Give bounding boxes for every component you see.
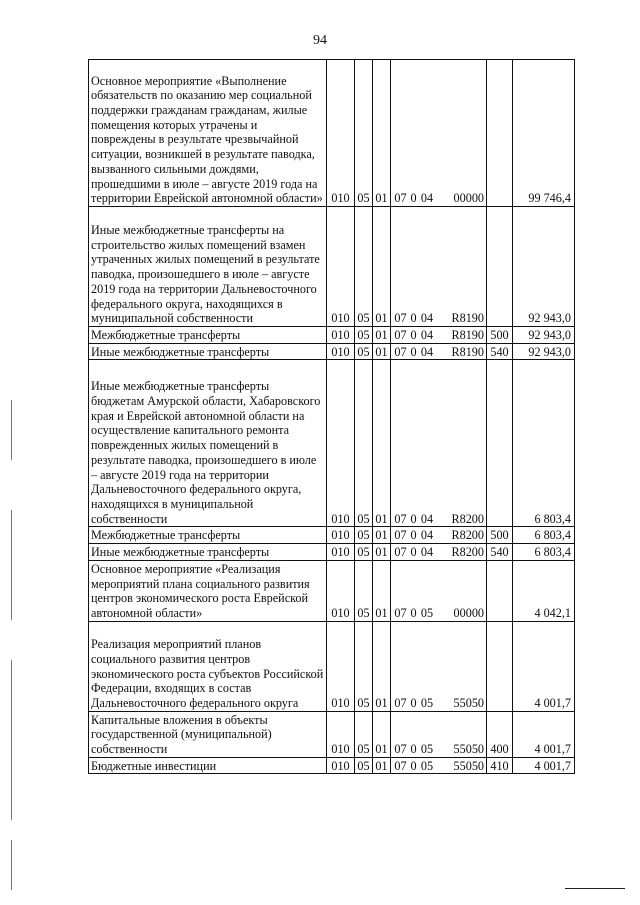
amount: 6 803,4 (513, 527, 575, 544)
subsection-code: 01 (373, 711, 391, 757)
target-article-part: 0 (410, 511, 417, 526)
target-article-part: 00000 (453, 605, 484, 620)
target-article-part: 07 (394, 328, 407, 342)
target-article-part: 04 (420, 511, 434, 526)
row-name: Иные межбюджетные трансферты бюджетам Амурской области, Хабаровского края и Еврейской автономной области на осуществление капитального ремонта поврежденных жилых помещений в результате паводка, произошедшего в июле – августе 2019 года на территории Дальневосточного федерального округа, находящихся в муниципальной собственности (89, 360, 327, 527)
target-article-code (391, 60, 487, 207)
target-article-code (391, 544, 487, 561)
amount: 99 746,4 (513, 60, 575, 207)
page-number: 94 (313, 33, 327, 48)
row-name: Основное мероприятие «Выполнение обязательств по оказанию мер социальной поддержки гражданам гражданам, жилые помещения которых утрачены и повреждены в результате чрезвычайной ситуации, возникшей в результате паводка, вызванного сильными дождями, прошедшими в июле – августе 2019 года на территории Еврейской автономной области» (89, 60, 327, 207)
target-article-code (391, 343, 487, 360)
row-name: Основное мероприятие «Реализация мероприятий плана социального развития центров экономического роста Еврейской автономной области» (89, 560, 327, 621)
amount: 92 943,0 (513, 327, 575, 344)
target-article-part: 0 (410, 695, 417, 710)
row-name: Иные межбюджетные трансферты (89, 343, 327, 360)
section-code: 05 (355, 207, 373, 327)
subsection-code: 01 (373, 544, 391, 561)
target-article-part: 07 (394, 311, 407, 326)
row-name: Иные межбюджетные трансферты на строительство жилых помещений взамен утраченных жилых помещений в результате паводка, произошедшего в июле – августе 2019 года на территории Дальневосточного федерального округа, находящихся в муниципальной собственности (89, 207, 327, 327)
table-row (89, 544, 575, 561)
amount: 92 943,0 (513, 343, 575, 360)
target-article-part: 04 (420, 545, 434, 560)
table-row (89, 343, 575, 360)
table-row (89, 757, 575, 774)
subsection-code: 01 (373, 327, 391, 344)
table-row (89, 360, 575, 527)
expense-type-code (487, 621, 513, 711)
section-code: 05 (355, 621, 373, 711)
section-code: 05 (355, 343, 373, 360)
target-article-part: 04 (420, 344, 434, 359)
target-article-part: R8190 (451, 328, 484, 342)
amount: 4 001,7 (513, 757, 575, 774)
target-article-code (391, 327, 487, 344)
target-article-code (391, 527, 487, 544)
amount: 6 803,4 (513, 544, 575, 561)
row-name: Межбюджетные трансферты (89, 327, 327, 344)
subsection-code: 01 (373, 621, 391, 711)
ministry-code: 010 (327, 711, 355, 757)
target-article-part: 0 (410, 545, 417, 560)
target-article-part: 05 (420, 605, 434, 620)
target-article-part: 04 (420, 311, 434, 326)
section-code: 05 (355, 757, 373, 774)
table-row (89, 711, 575, 757)
row-name: Бюджетные инвестиции (89, 757, 327, 774)
target-article-part: 04 (420, 191, 434, 206)
target-article-code (391, 757, 487, 774)
ministry-code: 010 (327, 544, 355, 561)
ministry-code: 010 (327, 560, 355, 621)
target-article-code (391, 360, 487, 527)
target-article-part: 07 (394, 511, 407, 526)
section-code: 05 (355, 60, 373, 207)
target-article-part: 0 (410, 311, 417, 326)
target-article-code (391, 207, 487, 327)
subsection-code: 01 (373, 757, 391, 774)
target-article-part: 55050 (453, 695, 484, 710)
target-article-part: 07 (394, 528, 407, 543)
amount: 92 943,0 (513, 207, 575, 327)
target-article-part: 07 (394, 545, 407, 560)
target-article-part: R8200 (451, 545, 484, 560)
target-article-part: 07 (394, 742, 407, 757)
subsection-code: 01 (373, 360, 391, 527)
target-article-code (391, 711, 487, 757)
target-article-part: 55050 (453, 742, 484, 757)
table-row (89, 527, 575, 544)
target-article-part: 0 (410, 605, 417, 620)
target-article-part: 0 (410, 758, 417, 773)
expense-type-code: 500 (487, 327, 513, 344)
expense-type-code: 540 (487, 343, 513, 360)
expense-type-code: 540 (487, 544, 513, 561)
target-article-part: 0 (410, 328, 417, 342)
section-code: 05 (355, 527, 373, 544)
target-article-part: 07 (394, 191, 407, 206)
subsection-code: 01 (373, 207, 391, 327)
target-article-part: R8200 (451, 511, 484, 526)
budget-table (88, 59, 575, 774)
expense-type-code (487, 560, 513, 621)
target-article-part: 07 (394, 758, 407, 773)
row-name: Реализация мероприятий планов социального развития центров экономического роста субъектов Российской Федерации, входящих в состав Дальневосточного федерального округа (89, 621, 327, 711)
subsection-code: 01 (373, 60, 391, 207)
target-article-part: 0 (410, 742, 417, 757)
expense-type-code (487, 60, 513, 207)
ministry-code: 010 (327, 360, 355, 527)
target-article-part: 05 (420, 695, 434, 710)
target-article-part: 0 (410, 528, 417, 543)
table-body (89, 60, 575, 774)
section-code: 05 (355, 560, 373, 621)
table-row (89, 207, 575, 327)
target-article-part: R8190 (451, 311, 484, 326)
section-code: 05 (355, 544, 373, 561)
table-row (89, 60, 575, 207)
target-article-part: 0 (410, 191, 417, 206)
ministry-code: 010 (327, 621, 355, 711)
target-article-code (391, 621, 487, 711)
table-row (89, 621, 575, 711)
expense-type-code (487, 360, 513, 527)
subsection-code: 01 (373, 343, 391, 360)
expense-type-code: 500 (487, 527, 513, 544)
table-row (89, 327, 575, 344)
target-article-part: 07 (394, 344, 407, 359)
amount: 6 803,4 (513, 360, 575, 527)
target-article-part: R8190 (451, 344, 484, 359)
expense-type-code: 400 (487, 711, 513, 757)
amount: 4 042,1 (513, 560, 575, 621)
amount: 4 001,7 (513, 711, 575, 757)
expense-type-code (487, 207, 513, 327)
row-name: Межбюджетные трансферты (89, 527, 327, 544)
subsection-code: 01 (373, 527, 391, 544)
target-article-code (391, 560, 487, 621)
subsection-code: 01 (373, 560, 391, 621)
ministry-code: 010 (327, 757, 355, 774)
row-name: Иные межбюджетные трансферты (89, 544, 327, 561)
target-article-part: R8200 (451, 528, 484, 543)
section-code: 05 (355, 360, 373, 527)
row-name: Капитальные вложения в объекты государственной (муниципальной) собственности (89, 711, 327, 757)
target-article-part: 55050 (453, 758, 484, 773)
table-row (89, 560, 575, 621)
target-article-part: 00000 (453, 191, 484, 206)
target-article-part: 07 (394, 605, 407, 620)
ministry-code: 010 (327, 527, 355, 544)
target-article-part: 07 (394, 695, 407, 710)
target-article-part: 0 (410, 344, 417, 359)
target-article-part: 05 (420, 758, 434, 773)
target-article-part: 05 (420, 742, 434, 757)
target-article-part: 04 (420, 328, 434, 342)
expense-type-code: 410 (487, 757, 513, 774)
ministry-code: 010 (327, 207, 355, 327)
section-code: 05 (355, 327, 373, 344)
section-code: 05 (355, 711, 373, 757)
amount: 4 001,7 (513, 621, 575, 711)
ministry-code: 010 (327, 327, 355, 344)
footer-rule (565, 888, 625, 889)
scan-margin-marks (10, 400, 13, 890)
ministry-code: 010 (327, 60, 355, 207)
target-article-part: 04 (420, 528, 434, 543)
ministry-code: 010 (327, 343, 355, 360)
